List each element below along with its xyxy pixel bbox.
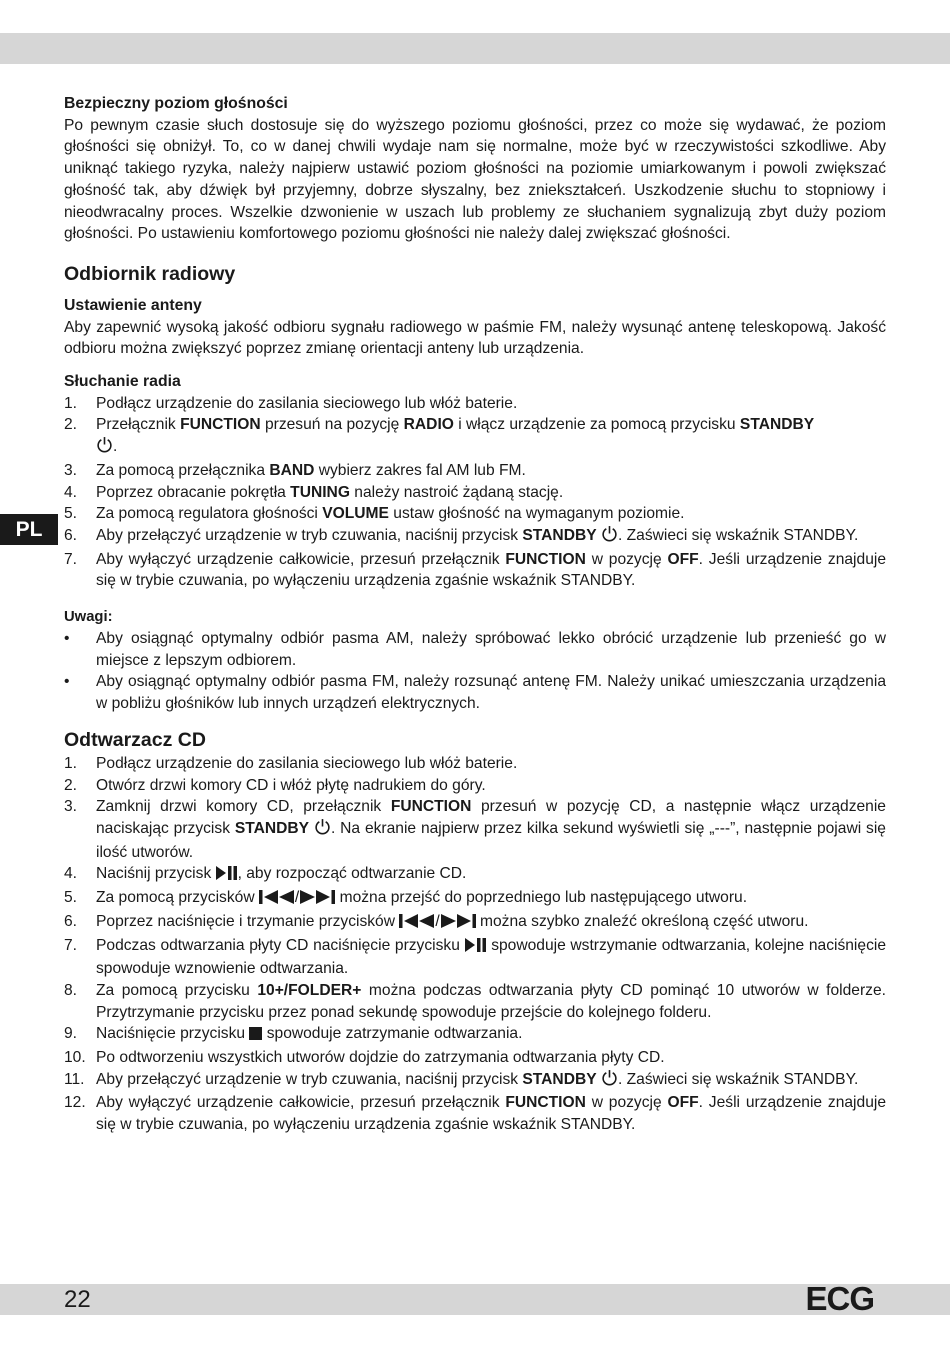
- item-text: Za pomocą regulatora głośności: [96, 505, 323, 523]
- item-text: Podłącz urządzenie do zasilania sieciowego lub włóż baterie.: [96, 754, 518, 772]
- item-text: ustaw głośność na wymaganym poziomie.: [388, 505, 685, 523]
- item-text: Za pomocą przycisku: [96, 981, 258, 999]
- list-item: [64, 1069, 886, 1093]
- item-text: przesuń na pozycję: [260, 416, 404, 434]
- list-item: [64, 863, 886, 887]
- item-key: VOLUME: [322, 505, 389, 523]
- list-item: [64, 1023, 886, 1047]
- item-text: przesuń w pozycję CD, a następnie włącz urządzenie naciskając przycisk: [96, 798, 886, 837]
- item-text: .: [113, 438, 118, 456]
- list-item: [64, 775, 886, 797]
- notes-list: [64, 628, 886, 715]
- page-content: [64, 93, 886, 1136]
- item-text: Podczas odtwarzania płyty CD naciśnięcie przycisku: [96, 936, 465, 954]
- item-number: 7.: [64, 936, 78, 954]
- list-item: [64, 525, 886, 549]
- skip-previous-icon: [399, 913, 435, 935]
- notes-section: [64, 606, 886, 715]
- list-item: [64, 414, 886, 459]
- list-item: [64, 482, 886, 504]
- list-item: [64, 796, 886, 863]
- item-number: 2.: [64, 416, 78, 434]
- skip-next-icon: [440, 913, 476, 935]
- play-pause-icon: [216, 865, 238, 887]
- paragraph: Aby zapewnić wysoką jakość odbioru sygnału radiowego w paśmie FM, należy wysunąć antenę teleskopową. Jakość odbioru można zwiększyć poprzez zmianę orientacji anteny lub urządzenia.: [64, 318, 886, 358]
- header-bar: [0, 33, 950, 64]
- list-item: [64, 887, 886, 911]
- item-key: FUNCTION: [180, 416, 261, 434]
- page-number: 22: [64, 1286, 91, 1313]
- item-text: Aby osiągnąć optymalny odbiór pasma FM, należy rozsunąć antenę FM. Należy unikać umieszczania urządzenia w pobliżu głośników lub innych urządzeń elektrycznych.: [96, 673, 886, 713]
- list-item: [64, 753, 886, 775]
- item-key: FUNCTION: [505, 1094, 586, 1112]
- item-number: 4.: [64, 483, 78, 501]
- list-item: [64, 549, 886, 592]
- item-number: 11.: [64, 1070, 85, 1088]
- list-item: [64, 935, 886, 980]
- list-item: [64, 911, 886, 935]
- section-title: Bezpieczny poziom głośności: [64, 95, 288, 112]
- item-text: Poprzez obracanie pokrętła: [96, 483, 291, 501]
- radio-section: [64, 261, 886, 287]
- brand-logo: ECG: [805, 1280, 874, 1317]
- item-text: Podłącz urządzenie do zasilania sieciowego lub włóż baterie.: [96, 394, 518, 412]
- item-number: 10.: [64, 1049, 86, 1067]
- list-item: [64, 1047, 886, 1069]
- radio-steps-list: [64, 393, 886, 592]
- item-number: 8.: [64, 981, 78, 999]
- cd-section: [64, 727, 886, 1136]
- item-text: Po odtworzeniu wszystkich utworów dojdzie do zatrzymania odtwarzania płyty CD.: [96, 1049, 665, 1067]
- item-number: 6.: [64, 526, 78, 544]
- safe-volume-section: [64, 93, 886, 245]
- item-text: Naciśnięcie przycisku: [96, 1025, 250, 1043]
- item-text: Za pomocą przycisków: [96, 889, 259, 907]
- item-text: . Zaświeci się wskaźnik STANDBY.: [617, 526, 859, 544]
- play-pause-icon: [465, 937, 487, 959]
- item-key: FUNCTION: [505, 550, 586, 568]
- item-text: należy nastroić żądaną stację.: [349, 483, 564, 501]
- item-text: można szybko znaleźć określoną część utworu.: [475, 912, 809, 930]
- item-key: OFF: [667, 1094, 699, 1112]
- item-text: można podczas odtwarzania płyty CD pominąć 10 utworów w folderze. Przytrzymanie przycisku przez ponad sekundę spowoduje przejście do kolejnego folderu.: [96, 981, 886, 1021]
- skip-next-icon: [299, 889, 335, 911]
- item-text: Za pomocą przełącznika: [96, 461, 270, 479]
- item-key: STANDBY: [522, 526, 597, 544]
- item-text: Aby wyłączyć urządzenie całkowicie, przesuń przełącznik: [96, 1094, 506, 1112]
- item-text: spowoduje wstrzymanie odtwarzania, kolejne naciśnięcie spowoduje wznowienie odtwarzania.: [96, 936, 886, 978]
- notes-title: Uwagi:: [64, 609, 113, 626]
- item-text: Naciśnij przycisk: [96, 865, 216, 883]
- item-text: spowoduje zatrzymanie odtwarzania.: [262, 1025, 523, 1043]
- item-number: 6.: [64, 912, 78, 930]
- item-number: 1.: [64, 394, 78, 412]
- item-text: , aby rozpocząć odtwarzanie CD.: [237, 865, 467, 883]
- paragraph: Po pewnym czasie słuch dostosuje się do wyższego poziomu głośności, przez co może się wydawać, że poziom głośności się obniżył. To, co w danej chwili wydaje nam się normalne, może być w rzeczywistości szkodliwe. Aby uniknąć takiego ryzyka, należy najpierw ustawić poziom głośności na poziomie umiarkowanym i powoli zwiększać głośność tak, aby dźwięk był przyjemny, dobrze słyszalny, bez zniekształceń. Uszkodzenie słuchu to stopniowy i nieodwracalny proces. Wszelkie dzwonienie w uszach lub problemy ze słuchaniem sygnalizują zbyt duży poziom głośności. Po ustawieniu komfortowego poziomu głośności nie należy dalej zwiększać głośności.: [64, 116, 886, 243]
- item-number: 12.: [64, 1094, 86, 1112]
- item-number: 2.: [64, 776, 78, 794]
- list-item: [64, 980, 886, 1023]
- item-text: Przełącznik: [96, 416, 181, 434]
- item-text: Aby przełączyć urządzenie w tryb czuwania, naciśnij przycisk: [96, 1070, 523, 1088]
- chapter-title: Odtwarzacz CD: [64, 728, 206, 751]
- item-text: można przejść do poprzedniego lub następującego utworu.: [335, 889, 748, 907]
- item-text: . Zaświeci się wskaźnik STANDBY.: [617, 1070, 859, 1088]
- item-text: wybierz zakres fal AM lub FM.: [314, 461, 526, 479]
- item-text: /: [435, 912, 440, 930]
- item-number: 3.: [64, 461, 78, 479]
- stop-icon: [249, 1025, 262, 1047]
- language-tab: PL: [0, 514, 58, 545]
- item-text: Poprzez naciśnięcie i trzymanie przycisków: [96, 912, 400, 930]
- power-icon: [314, 818, 331, 842]
- item-key: TUNING: [290, 483, 350, 501]
- list-item: [64, 1092, 886, 1135]
- item-text: Aby przełączyć urządzenie w tryb czuwania, naciśnij przycisk: [96, 526, 523, 544]
- list-item: [64, 393, 886, 415]
- cd-steps-list: [64, 753, 886, 1136]
- item-text: w pozycję: [585, 1094, 668, 1112]
- item-number: 5.: [64, 889, 78, 907]
- item-text: Zamknij drzwi komory CD, przełącznik: [96, 798, 391, 816]
- skip-previous-icon: [259, 889, 295, 911]
- list-item: [64, 460, 886, 482]
- antenna-section: [64, 295, 886, 360]
- list-item: [64, 503, 886, 525]
- item-number: 4.: [64, 865, 78, 883]
- item-key: 10+/FOLDER+: [257, 981, 362, 999]
- chapter-title: Odbiornik radiowy: [64, 262, 236, 285]
- item-text: i włącz urządzenie za pomocą przycisku: [453, 416, 740, 434]
- power-icon: [96, 436, 113, 460]
- power-icon: [601, 525, 618, 549]
- item-key: OFF: [667, 550, 699, 568]
- section-title: Słuchanie radia: [64, 373, 181, 391]
- item-text: Aby osiągnąć optymalny odbiór pasma AM, należy spróbować lekko obrócić urządzenie lub przenieść go w miejsce z lepszym odbiorem.: [96, 630, 886, 669]
- item-key: STANDBY: [234, 819, 310, 837]
- list-item: [64, 628, 886, 671]
- item-text: /: [294, 889, 300, 907]
- item-number: 3.: [64, 798, 78, 816]
- item-number: 7.: [64, 550, 78, 568]
- power-icon: [601, 1069, 618, 1093]
- item-text: . Na ekranie najpierw przez kilka sekund wyświetli się „---”, następnie pojawi się ilość utworów.: [96, 819, 886, 861]
- item-key: BAND: [269, 461, 315, 479]
- section-title: Ustawienie anteny: [64, 296, 202, 314]
- item-number: 9.: [64, 1025, 78, 1043]
- bullet: •: [64, 630, 70, 648]
- item-text: w pozycję: [585, 550, 668, 568]
- listening-section: [64, 371, 886, 592]
- item-text: . Jeśli urządzenie znajduje się w trybie czuwania, po wyłączeniu urządzenia zgaśnie wskaźnik STANDBY.: [96, 1094, 887, 1134]
- list-item: [64, 671, 886, 714]
- item-key: RADIO: [403, 416, 454, 434]
- item-key: FUNCTION: [390, 798, 472, 816]
- item-text: Aby wyłączyć urządzenie całkowicie, przesuń przełącznik: [96, 550, 506, 568]
- bullet: •: [64, 673, 70, 691]
- item-key: STANDBY: [739, 416, 815, 434]
- item-text: Otwórz drzwi komory CD i włóż płytę nadrukiem do góry.: [96, 776, 486, 794]
- item-text: . Jeśli urządzenie znajduje się w trybie czuwania, po wyłączeniu urządzenia zgaśnie wskaźnik STANDBY.: [96, 550, 887, 590]
- item-number: 5.: [64, 505, 78, 523]
- item-number: 1.: [64, 754, 78, 772]
- item-key: STANDBY: [522, 1070, 597, 1088]
